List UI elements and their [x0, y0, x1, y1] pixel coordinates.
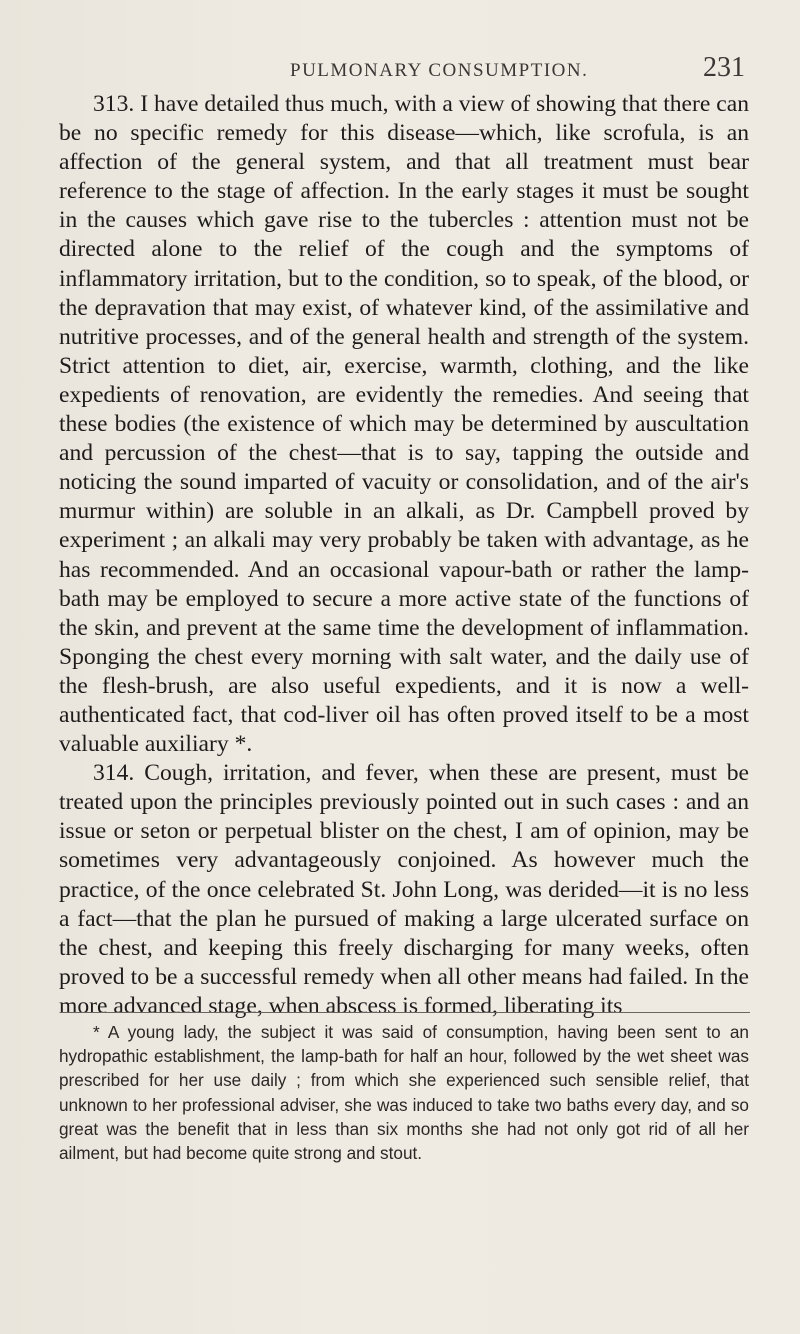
- paragraph-313: 313. I have detailed thus much, with a view of showing that there can be no specific remedy for this disease—which, like scrofula, is an affection of the general system, and that all treatment must bear reference to the stage of affection. In the early stages it must be sought in the causes which gave rise to the tubercles : attention must not be directed alone to the relief of the cough and the symptoms of inflammatory irritation, but to the condition, so to speak, of the blood, or the depravation that may exist, of whatever kind, of the assimilative and nutritive processes, and of the general health and strength of the system. Strict attention to diet, air, exercise, warmth, clothing, and the like expedients of renovation, are evidently the remedies. And seeing that these bodies (the existence of which may be determined by auscultation and percussion of the chest—that is to say, tapping the outside and noticing the sound imparted of vacuity or consolidation, and of the air's murmur within) are soluble in an alkali, as Dr. Campbell proved by experiment ; an alkali may very probably be taken with advantage, as he has recommended. And an occasional vapour-bath or rather the lamp-bath may be employed to secure a more active state of the functions of the skin, and prevent at the same time the development of inflammation. Sponging the chest every morning with salt water, and the daily use of the flesh-brush, are also useful expedients, and it is now a well-authenticated fact, that cod-liver oil has often proved itself to be a most valuable auxiliary *.: [59, 91, 749, 758]
- paragraph-314: 314. Cough, irritation, and fever, when these are present, must be treated upon the principles previously pointed out in such cases : and an issue or seton or perpetual blister on the chest, I am of opinion, may be sometimes very advantageously conjoined. As however much the practice, of the once celebrated St. John Long, was derided—it is no less a fact—that the plan he pursued of making a large ulcerated surface on the chest, and keeping this freely discharging for many weeks, often proved to be a successful remedy when all other means had failed. In the more advanced stage, when abscess is formed, liberating its: [59, 760, 749, 1019]
- running-head: PULMONARY CONSUMPTION.: [290, 60, 589, 81]
- page-header: [0, 52, 800, 92]
- footnote-text: * A young lady, the subject it was said of consumption, having been sent to an hydropathic establishment, the lamp-bath for half an hour, followed by the wet sheet was prescribed for her use daily ; from which she experienced such sensible relief, that unknown to her professional adviser, she was induced to take two baths every day, and so great was the benefit that in less than six months she had not only got rid of all her ailment, but had become quite strong and stout.: [59, 1022, 749, 1164]
- footnote-divider: [60, 1012, 750, 1013]
- page-number: 231: [703, 52, 745, 83]
- footnote: [59, 1020, 749, 1165]
- body-text: [59, 90, 749, 1021]
